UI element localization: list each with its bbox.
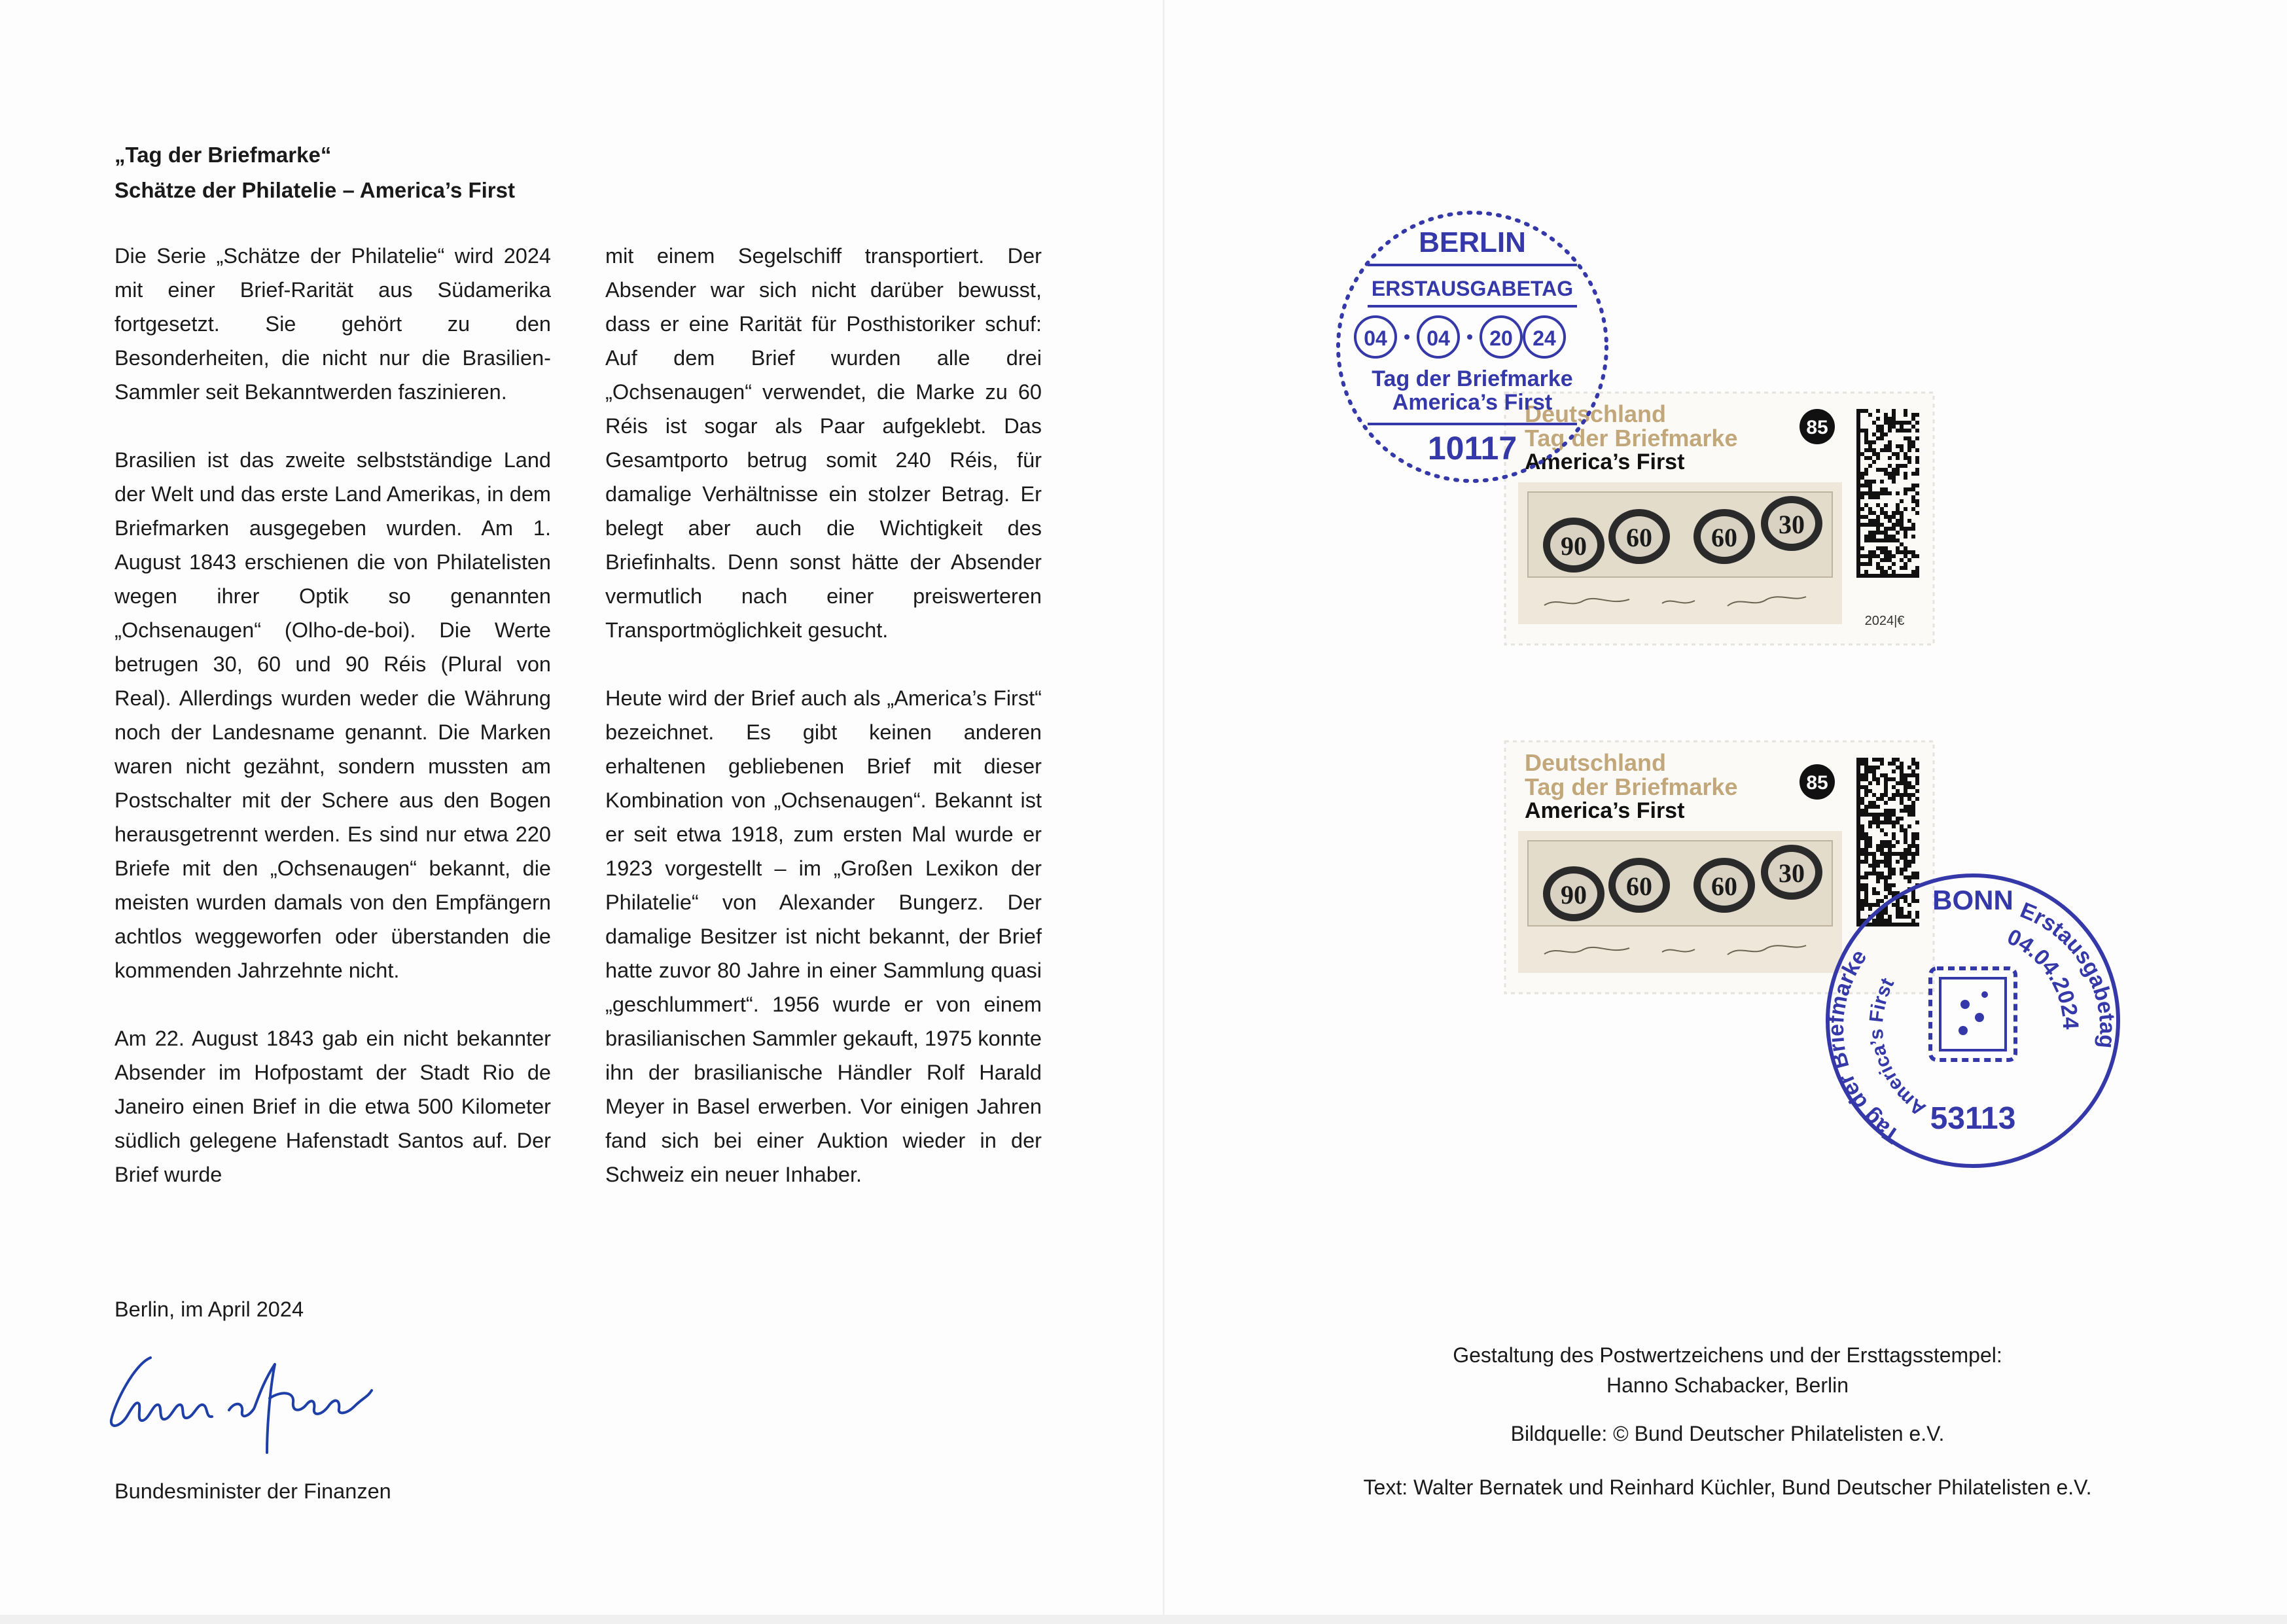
paragraph: Heute wird der Brief auch als „America’s First“ bezeichnet. Es gibt keinen anderen erhaltenen gebliebenen Brief mit dieser Kombination von „Ochsenaugen“. Bekannt ist er seit etwa 1918, zum ersten Mal wurde er 1923 vorgestellt – im „Großen Lexikon der Philatelie“ von Alexander Bungerz. Der damalige Besitzer ist nicht bekannt, der Brief hatte zuvor 80 Jahre in einer Sammlung quasi „geschlummert“. 1956 wurde er von einem brasilianischen Sammler gekauft, 1975 konnte ihn der brasilianische Händler Rolf Harald Meyer in Basel erwerben. Vor einigen Jahren fand sich bei einer Auktion wieder in der Schweiz ein neuer Inhaber. bbox=[605, 686, 1042, 1186]
paragraph: mit einem Segelschiff transportiert. Der Absender war sich nicht darüber bewusst, dass er eine Rarität für Posthistoriker schuf: Auf dem Brief wurden alle drei „Ochsenaugen“ verwendet, die Marke zu 60 Réis ist sogar als Paar aufgeklebt. Das Gesamtporto betrug somit 240 Réis, für damalige Verhältnisse ein stolzer Betrag. Er belegt aber auch die Wichtigkeit des Briefinhalts. Denn sonst hätte der Absender vermutlich nach einer preiswerteren Transportmöglichkeit gesucht. bbox=[605, 244, 1042, 642]
stamp-country: Deutschland bbox=[1525, 400, 1667, 427]
text-column-2 bbox=[605, 239, 1042, 1192]
svg-text:90: 90 bbox=[1561, 531, 1587, 561]
paragraph: Am 22. August 1843 gab ein nicht bekannter Absender im Hofpostamt der Stadt Rio de Janeiro einen Brief in die etwa 500 Kilometer südlich gelegene Hafenstadt Santos auf. Der Brief wurde bbox=[115, 1027, 551, 1186]
text-credit: Text: Walter Bernatek und Reinhard Küchler, Bund Deutscher Philatelisten e.V. bbox=[1363, 1475, 2092, 1499]
text-column-1 bbox=[115, 239, 551, 1192]
postmark-arc-right: Erstausgabetag bbox=[2016, 897, 2120, 1050]
svg-text:20: 20 bbox=[1489, 327, 1513, 350]
postmark-line2: America’s First bbox=[1392, 390, 1553, 415]
ochsenauge-60 bbox=[1608, 858, 1670, 913]
signature-image bbox=[98, 1338, 412, 1469]
postmark-berlin bbox=[1328, 203, 1616, 491]
ochsenauge-60 bbox=[1693, 858, 1755, 913]
image-source-credit: Bildquelle: © Bund Deutscher Philatelisten e.V. bbox=[1510, 1422, 1945, 1445]
svg-text:04: 04 bbox=[1427, 327, 1450, 350]
stamp-event: Tag der Briefmarke bbox=[1525, 773, 1738, 800]
stamp-subtitle: America’s First bbox=[1525, 450, 1685, 474]
postmark-date bbox=[1355, 317, 1565, 357]
svg-text:04: 04 bbox=[1364, 327, 1387, 350]
stamp-country: Deutschland bbox=[1525, 749, 1667, 776]
ochsenauge-90 bbox=[1543, 518, 1604, 573]
scan-edge bbox=[0, 1615, 2287, 1624]
perforated-stamp-icon bbox=[1930, 968, 2015, 1060]
stamp-year-currency: 2024|€ bbox=[1864, 614, 1905, 628]
ochsenauge-30 bbox=[1761, 845, 1822, 900]
postmark-zip: 10117 bbox=[1427, 430, 1517, 467]
design-credit bbox=[1243, 1340, 2212, 1400]
document-heading bbox=[115, 137, 638, 208]
postmark-zip: 53113 bbox=[1930, 1101, 2016, 1136]
svg-text:24: 24 bbox=[1533, 327, 1556, 350]
postmark-city: BONN bbox=[1932, 885, 2013, 915]
ochsenauge-30 bbox=[1761, 496, 1822, 551]
postmark-label: ERSTAUSGABETAG bbox=[1371, 277, 1574, 300]
place-date: Berlin, im April 2024 bbox=[115, 1297, 304, 1321]
ochsenauge-60 bbox=[1693, 509, 1755, 564]
postmark-city: BERLIN bbox=[1419, 226, 1526, 258]
stamp-value: 85 bbox=[1806, 417, 1828, 438]
svg-text:60: 60 bbox=[1711, 872, 1737, 901]
postmark-arc-right-2: 04.04.2024 bbox=[2003, 924, 2083, 1031]
paragraph: Brasilien ist das zweite selbstständige Land der Welt und das erste Land Amerikas, in dem Briefmarken ausgegeben wurden. Am 1. August 1843 erschienen die von Philatelisten wegen ihrer Optik so genannten „Ochsenaugen“ (Olho-de-boi). Die Werte betrugen 30, 60 und 90 Réis (Plural von Real). Allerdings wurden weder die Währung noch der Landesname genannt. Die Marken waren nicht gezähnt, sondern mussten am Postschalter mit der Schere aus den Bogen herausgetrennt werden. Es sind nur etwa 220 Briefe mit den „Ochsenaugen“ bekannt, die meisten wurden damals von den Empfängern achtlos weggeworfen oder überstanden die kommenden Jahrzehnte nicht. bbox=[115, 448, 551, 982]
svg-text:90: 90 bbox=[1561, 880, 1587, 909]
ochsenauge-90 bbox=[1543, 866, 1604, 921]
heading-line-1: „Tag der Briefmarke“ bbox=[115, 143, 332, 167]
postmark-line1: Tag der Briefmarke bbox=[1372, 366, 1573, 391]
svg-text:60: 60 bbox=[1626, 872, 1652, 901]
paragraph: Die Serie „Schätze der Philatelie“ wird 2024 mit einer Brief-Rarität aus Südamerika fortgesetzt. Sie gehört zu den Besonderheiten, die nicht nur die Brasilien-Sammler seit Bekanntwerden faszinieren. bbox=[115, 244, 551, 404]
stamp-value: 85 bbox=[1806, 772, 1828, 794]
postmark-bonn bbox=[1822, 870, 2123, 1171]
svg-text:30: 30 bbox=[1779, 858, 1805, 888]
stamp-event: Tag der Briefmarke bbox=[1525, 425, 1738, 451]
design-credit-line2: Hanno Schabacker, Berlin bbox=[1606, 1373, 1849, 1397]
stamp-subtitle: America’s First bbox=[1525, 798, 1685, 823]
svg-text:60: 60 bbox=[1711, 523, 1737, 552]
design-credit-line1: Gestaltung des Postwertzeichens und der Ersttagsstempel: bbox=[1453, 1343, 2002, 1367]
postmark-arc-left-2: America’s First bbox=[1865, 974, 1930, 1120]
datamatrix-code bbox=[1856, 409, 1922, 579]
heading-line-2: Schätze der Philatelie – America’s First bbox=[115, 178, 515, 202]
ochsenauge-60 bbox=[1608, 509, 1670, 564]
svg-text:60: 60 bbox=[1626, 523, 1652, 552]
signatory-title: Bundesminister der Finanzen bbox=[115, 1479, 391, 1503]
postmark-arc-left: Tag der Briefmarke bbox=[1823, 945, 1904, 1148]
svg-text:30: 30 bbox=[1779, 510, 1805, 539]
